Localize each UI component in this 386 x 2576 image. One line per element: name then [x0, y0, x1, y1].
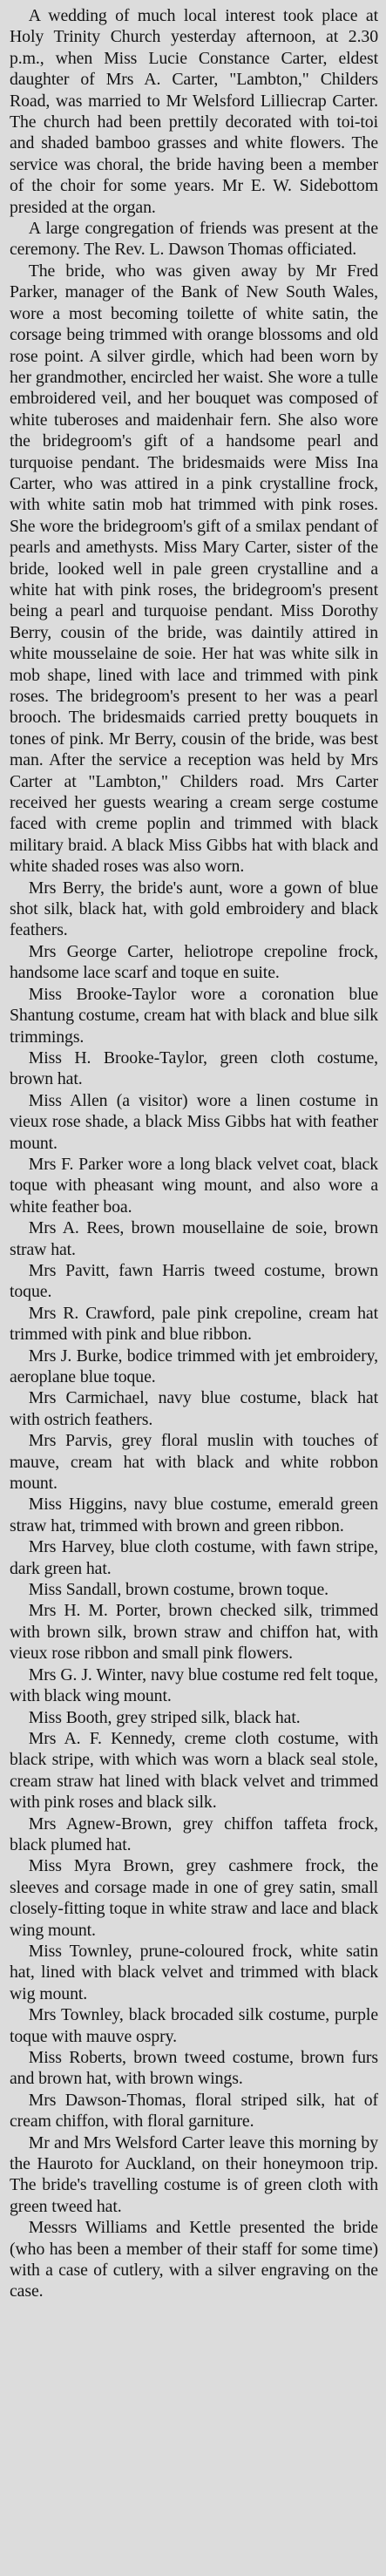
- article-paragraph: Mrs Harvey, blue cloth costume, with fawn stripe, dark green hat.: [10, 1537, 378, 1578]
- article-paragraph: Mrs Pavitt, fawn Harris tweed costume, brown toque.: [10, 1260, 378, 1302]
- article-paragraph: Mrs R. Crawford, pale pink crepoline, cream hat trimmed with pink and blue ribbon.: [10, 1303, 378, 1345]
- article-paragraph: Mrs Agnew-Brown, grey chiffon taffeta frock, black plumed hat.: [10, 1813, 378, 1854]
- article-paragraph: Miss Sandall, brown costume, brown toque.: [28, 1580, 329, 1600]
- article-paragraph: Mrs J. Burke, bodice trimmed with jet embroidery, aeroplane blue toque.: [10, 1346, 378, 1386]
- article-paragraph: Mrs Townley, black brocaded silk costume, purple toque with mauve ospry.: [10, 2005, 378, 2046]
- article-paragraph: Miss Allen (a visitor) wore a linen costume in vieux rose shade, a black Miss Gibbs hat with feather mount.: [10, 1090, 378, 1153]
- article-paragraph: Mrs Dawson-Thomas, floral striped silk, hat of cream chiffon, with floral garniture.: [10, 2090, 378, 2132]
- article-paragraph: Mr and Mrs Welsford Carter leave this morning by the Hauroto for Auckland, on their honeymoon trip. The bride's travelling costume is of green cloth with green tweed hat.: [10, 2132, 378, 2216]
- article-paragraph: Mrs H. M. Porter, brown checked silk, trimmed with brown silk, brown straw and chiffon hat, with vieux rose ribbon and small pink flowers.: [10, 1601, 378, 1664]
- article-paragraph: The bride, who was given away by Mr Fred Parker, manager of the Bank of New South Wales, wore a most becoming toilette of white satin, the corsage being trimmed with orange blossoms and old rose point. A silver girdle, which had been worn by her grandmother, encircled her waist. She wore a tulle embroidered veil, and her bouquet was composed of white tuberoses and maidenhair fern. She also wore the bridegroom's gift of a handsome pearl and turquoise pendant. The bridesmaids were Miss Ina Carter, who was attired in a pink crystalline frock, with white satin mob hat trimmed with pink roses. She wore the bridegroom's gift of a smilax pendant of pearls and amethysts. Miss Mary Carter, sister of the bride, looked well in pale green crystalline and a white hat with pink roses, the bridegroom's present being a pearl and turquoise pendant. Miss Dorothy Berry, cousin of the bride, was daintily attired in white mousselaine de soie. Her hat was white silk in mob shape, lined with lace and trimmed with pink roses. The bridegroom's present to her was a pearl brooch. The bridesmaids carried pretty bouquets in tones of pink. Mr Berry, cousin of the bride, was best man. After the service a reception was held by Mrs Carter at "Lambton," Childers road. Mrs Carter received her guests wearing a cream serge costume faced with creme poplin and trimmed with black military braid. A black Miss Gibbs hat with black and white shaded roses was also worn.: [10, 261, 378, 877]
- article-paragraph: Mrs George Carter, heliotrope crepoline frock, handsome lace scarf and toque en suite.: [10, 941, 378, 983]
- article-paragraph: A wedding of much local interest took place at Holy Trinity Church yesterday afternoon, at 2.30 p.m., when Miss Lucie Constance Carter, eldest daughter of Mrs A. Carter, "Lambton," Childers Road, was married to Mr Welsford Lilliecrap Carter. The church had been prettily decorated with toi-toi and shaded bamboo grasses and white flowers. The service was choral, the bride having been a member of the choir for some years. Mr E. W. Sidebottom presided at the organ.: [10, 6, 378, 217]
- article-paragraph: Mrs Carmichael, navy blue costume, black hat with ostrich feathers.: [10, 1388, 378, 1429]
- wedding-article: [10, 5, 378, 2302]
- article-paragraph: A large congregation of friends was present at the ceremony. The Rev. L. Dawson Thomas officiated.: [10, 219, 378, 260]
- article-paragraph: Miss Higgins, navy blue costume, emerald green straw hat, trimmed with brown and green ribbon.: [10, 1495, 378, 1535]
- article-paragraph: Miss Myra Brown, grey cashmere frock, the sleeves and corsage made in one of grey satin, small closely-fitting toque in white straw and lace and black wing mount.: [10, 1856, 378, 1940]
- article-paragraph: Miss Booth, grey striped silk, black hat.: [28, 1707, 301, 1727]
- article-paragraph: Mrs A. F. Kennedy, creme cloth costume, with black stripe, with which was worn a black seal stole, cream straw hat lined with black velvet and trimmed with pink roses and black silk.: [10, 1728, 378, 1813]
- article-paragraph: Miss H. Brooke-Taylor, green cloth costume, brown hat.: [10, 1047, 378, 1089]
- article-paragraph: Messrs Williams and Kettle presented the bride (who has been a member of their staff for some time) with a case of cutlery, with a silver engraving on the case.: [10, 2218, 378, 2301]
- article-paragraph: Miss Townley, prune-coloured frock, white satin hat, lined with black velvet and trimmed with black wig mount.: [10, 1941, 378, 2003]
- article-paragraph: Miss Brooke-Taylor wore a coronation blue Shantung costume, cream hat with black and blue silk trimmings.: [10, 984, 378, 1047]
- article-paragraph: Mrs F. Parker wore a long black velvet coat, black toque with pheasant wing mount, and also wore a white feather boa.: [10, 1154, 378, 1217]
- article-paragraph: Mrs A. Rees, brown mousellaine de soie, brown straw hat.: [10, 1218, 378, 1259]
- article-paragraph: Miss Roberts, brown tweed costume, brown furs and brown hat, with brown wings.: [10, 2048, 378, 2089]
- article-paragraph: Mrs Parvis, grey floral muslin with touches of mauve, cream hat with black and white robbon mount.: [10, 1431, 378, 1494]
- article-paragraph: Mrs Berry, the bride's aunt, wore a gown of blue shot silk, black hat, with gold embroidery and black feathers.: [10, 878, 378, 940]
- article-paragraph: Mrs G. J. Winter, navy blue costume red felt toque, with black wing mount.: [10, 1664, 378, 1706]
